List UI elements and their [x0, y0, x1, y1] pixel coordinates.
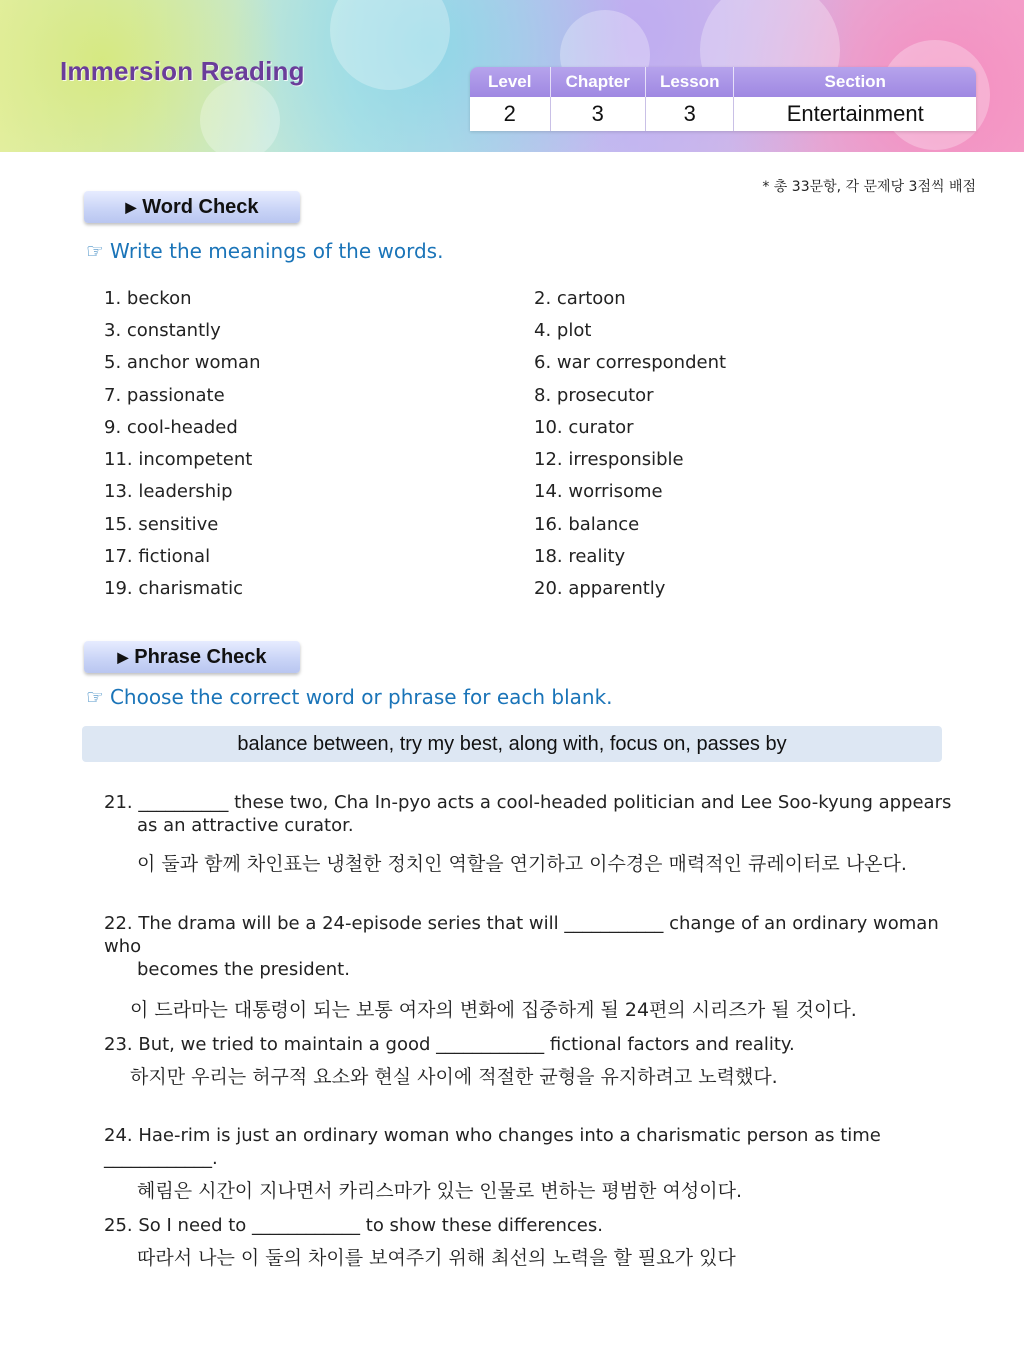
- word-list: [104, 282, 964, 605]
- decor-bubble: [200, 80, 280, 160]
- score-note: * 총 33문항, 각 문제당 3점씩 배점: [762, 179, 976, 195]
- lesson-info-values: [470, 97, 976, 131]
- word-row: [104, 476, 964, 508]
- word-item: 8. prosecutor: [534, 384, 654, 406]
- question-text-continued: as an attractive curator.: [137, 815, 354, 836]
- question-translation: 이 둘과 함께 차인표는 냉철한 정치인 역할을 연기하고 이수경은 매력적인 큐레이터로 나온다.: [137, 853, 907, 875]
- word-check-label: Word Check: [142, 195, 259, 218]
- phrase-check-label: Phrase Check: [134, 645, 267, 668]
- question-23: [104, 1033, 974, 1089]
- question-text: 25. So I need to ____________ to show these differences.: [104, 1215, 603, 1236]
- word-row: [104, 540, 964, 572]
- word-row: [104, 282, 964, 314]
- word-row: [104, 347, 964, 379]
- word-item: 15. sensitive: [104, 513, 219, 535]
- word-row: [104, 443, 964, 475]
- word-item: 11. incompetent: [104, 449, 253, 471]
- word-item: 20. apparently: [534, 578, 666, 600]
- word-item: 10. curator: [534, 416, 634, 438]
- question-21: [104, 791, 974, 876]
- word-item: 2. cartoon: [534, 287, 626, 309]
- word-check-button[interactable]: [84, 191, 300, 223]
- word-check-instruction-text: Write the meanings of the words.: [109, 239, 444, 263]
- question-22: [104, 912, 974, 1022]
- lesson-info-table: [470, 67, 976, 131]
- word-item: 6. war correspondent: [534, 352, 727, 374]
- word-row: [104, 508, 964, 540]
- lesson-header: Lesson: [646, 67, 734, 97]
- question-25: [104, 1214, 974, 1270]
- word-item: 14. worrisome: [534, 481, 663, 503]
- question-text: 24. Hae-rim is just an ordinary woman who changes into a charismatic person as time ____________.: [104, 1125, 881, 1169]
- word-item: 1. beckon: [104, 287, 192, 309]
- chapter-value: 3: [551, 97, 646, 131]
- word-check-instruction: [86, 239, 443, 263]
- word-item: 5. anchor woman: [104, 352, 261, 374]
- word-item: 9. cool-headed: [104, 416, 238, 438]
- word-item: 13. leadership: [104, 481, 233, 503]
- question-translation: 따라서 나는 이 둘의 차이를 보여주기 위해 최선의 노력을 할 필요가 있다: [137, 1247, 736, 1269]
- question-text-continued: becomes the president.: [137, 959, 350, 980]
- word-item: 17. fictional: [104, 546, 211, 568]
- word-item: 12. irresponsible: [534, 449, 684, 471]
- phrase-check-instruction: [86, 685, 613, 709]
- word-item: 19. charismatic: [104, 578, 243, 600]
- question-translation: 이 드라마는 대통령이 되는 보통 여자의 변화에 집중하게 될 24편의 시리즈가 될 것이다.: [130, 999, 857, 1021]
- question-24: [104, 1124, 974, 1203]
- question-translation: 혜림은 시간이 지나면서 카리스마가 있는 인물로 변하는 평범한 여성이다.: [137, 1180, 742, 1202]
- pointing-hand-icon: ☞: [86, 239, 104, 263]
- question-text: 22. The drama will be a 24-episode series that will ___________ change of an ordinary woman who: [104, 913, 939, 957]
- section-header: Section: [824, 72, 886, 91]
- word-row: [104, 573, 964, 605]
- lesson-value: 3: [646, 97, 734, 131]
- word-row: [104, 411, 964, 443]
- phrase-check-button[interactable]: [84, 641, 300, 673]
- word-item: 3. constantly: [104, 319, 221, 341]
- word-item: 7. passionate: [104, 384, 225, 406]
- word-row: [104, 379, 964, 411]
- chapter-header: Chapter: [551, 67, 646, 97]
- pointing-hand-icon: ☞: [86, 685, 104, 709]
- triangle-right-icon: ▶: [125, 198, 137, 215]
- word-item: 16. balance: [534, 513, 640, 535]
- phrase-word-box: balance between, try my best, along with, focus on, passes by: [82, 726, 942, 762]
- word-item: 4. plot: [534, 319, 592, 341]
- word-row: [104, 314, 964, 346]
- question-text: 23. But, we tried to maintain a good ____________ fictional factors and reality.: [104, 1034, 795, 1055]
- header-banner: [0, 0, 1024, 152]
- lesson-info-header: [470, 67, 976, 97]
- level-header: Level: [470, 67, 551, 97]
- question-text: 21. __________ these two, Cha In-pyo acts a cool-headed politician and Lee Soo-kyung appears: [104, 792, 952, 813]
- question-translation: 하지만 우리는 허구적 요소와 현실 사이에 적절한 균형을 유지하려고 노력했다.: [130, 1066, 778, 1088]
- triangle-right-icon: ▶: [117, 648, 129, 665]
- app-title: Immersion Reading: [60, 56, 305, 86]
- phrase-check-instruction-text: Choose the correct word or phrase for each blank.: [109, 685, 613, 709]
- level-value: 2: [470, 97, 551, 131]
- decor-bubble: [330, 0, 450, 90]
- section-value: Entertainment: [786, 101, 924, 126]
- word-item: 18. reality: [534, 546, 626, 568]
